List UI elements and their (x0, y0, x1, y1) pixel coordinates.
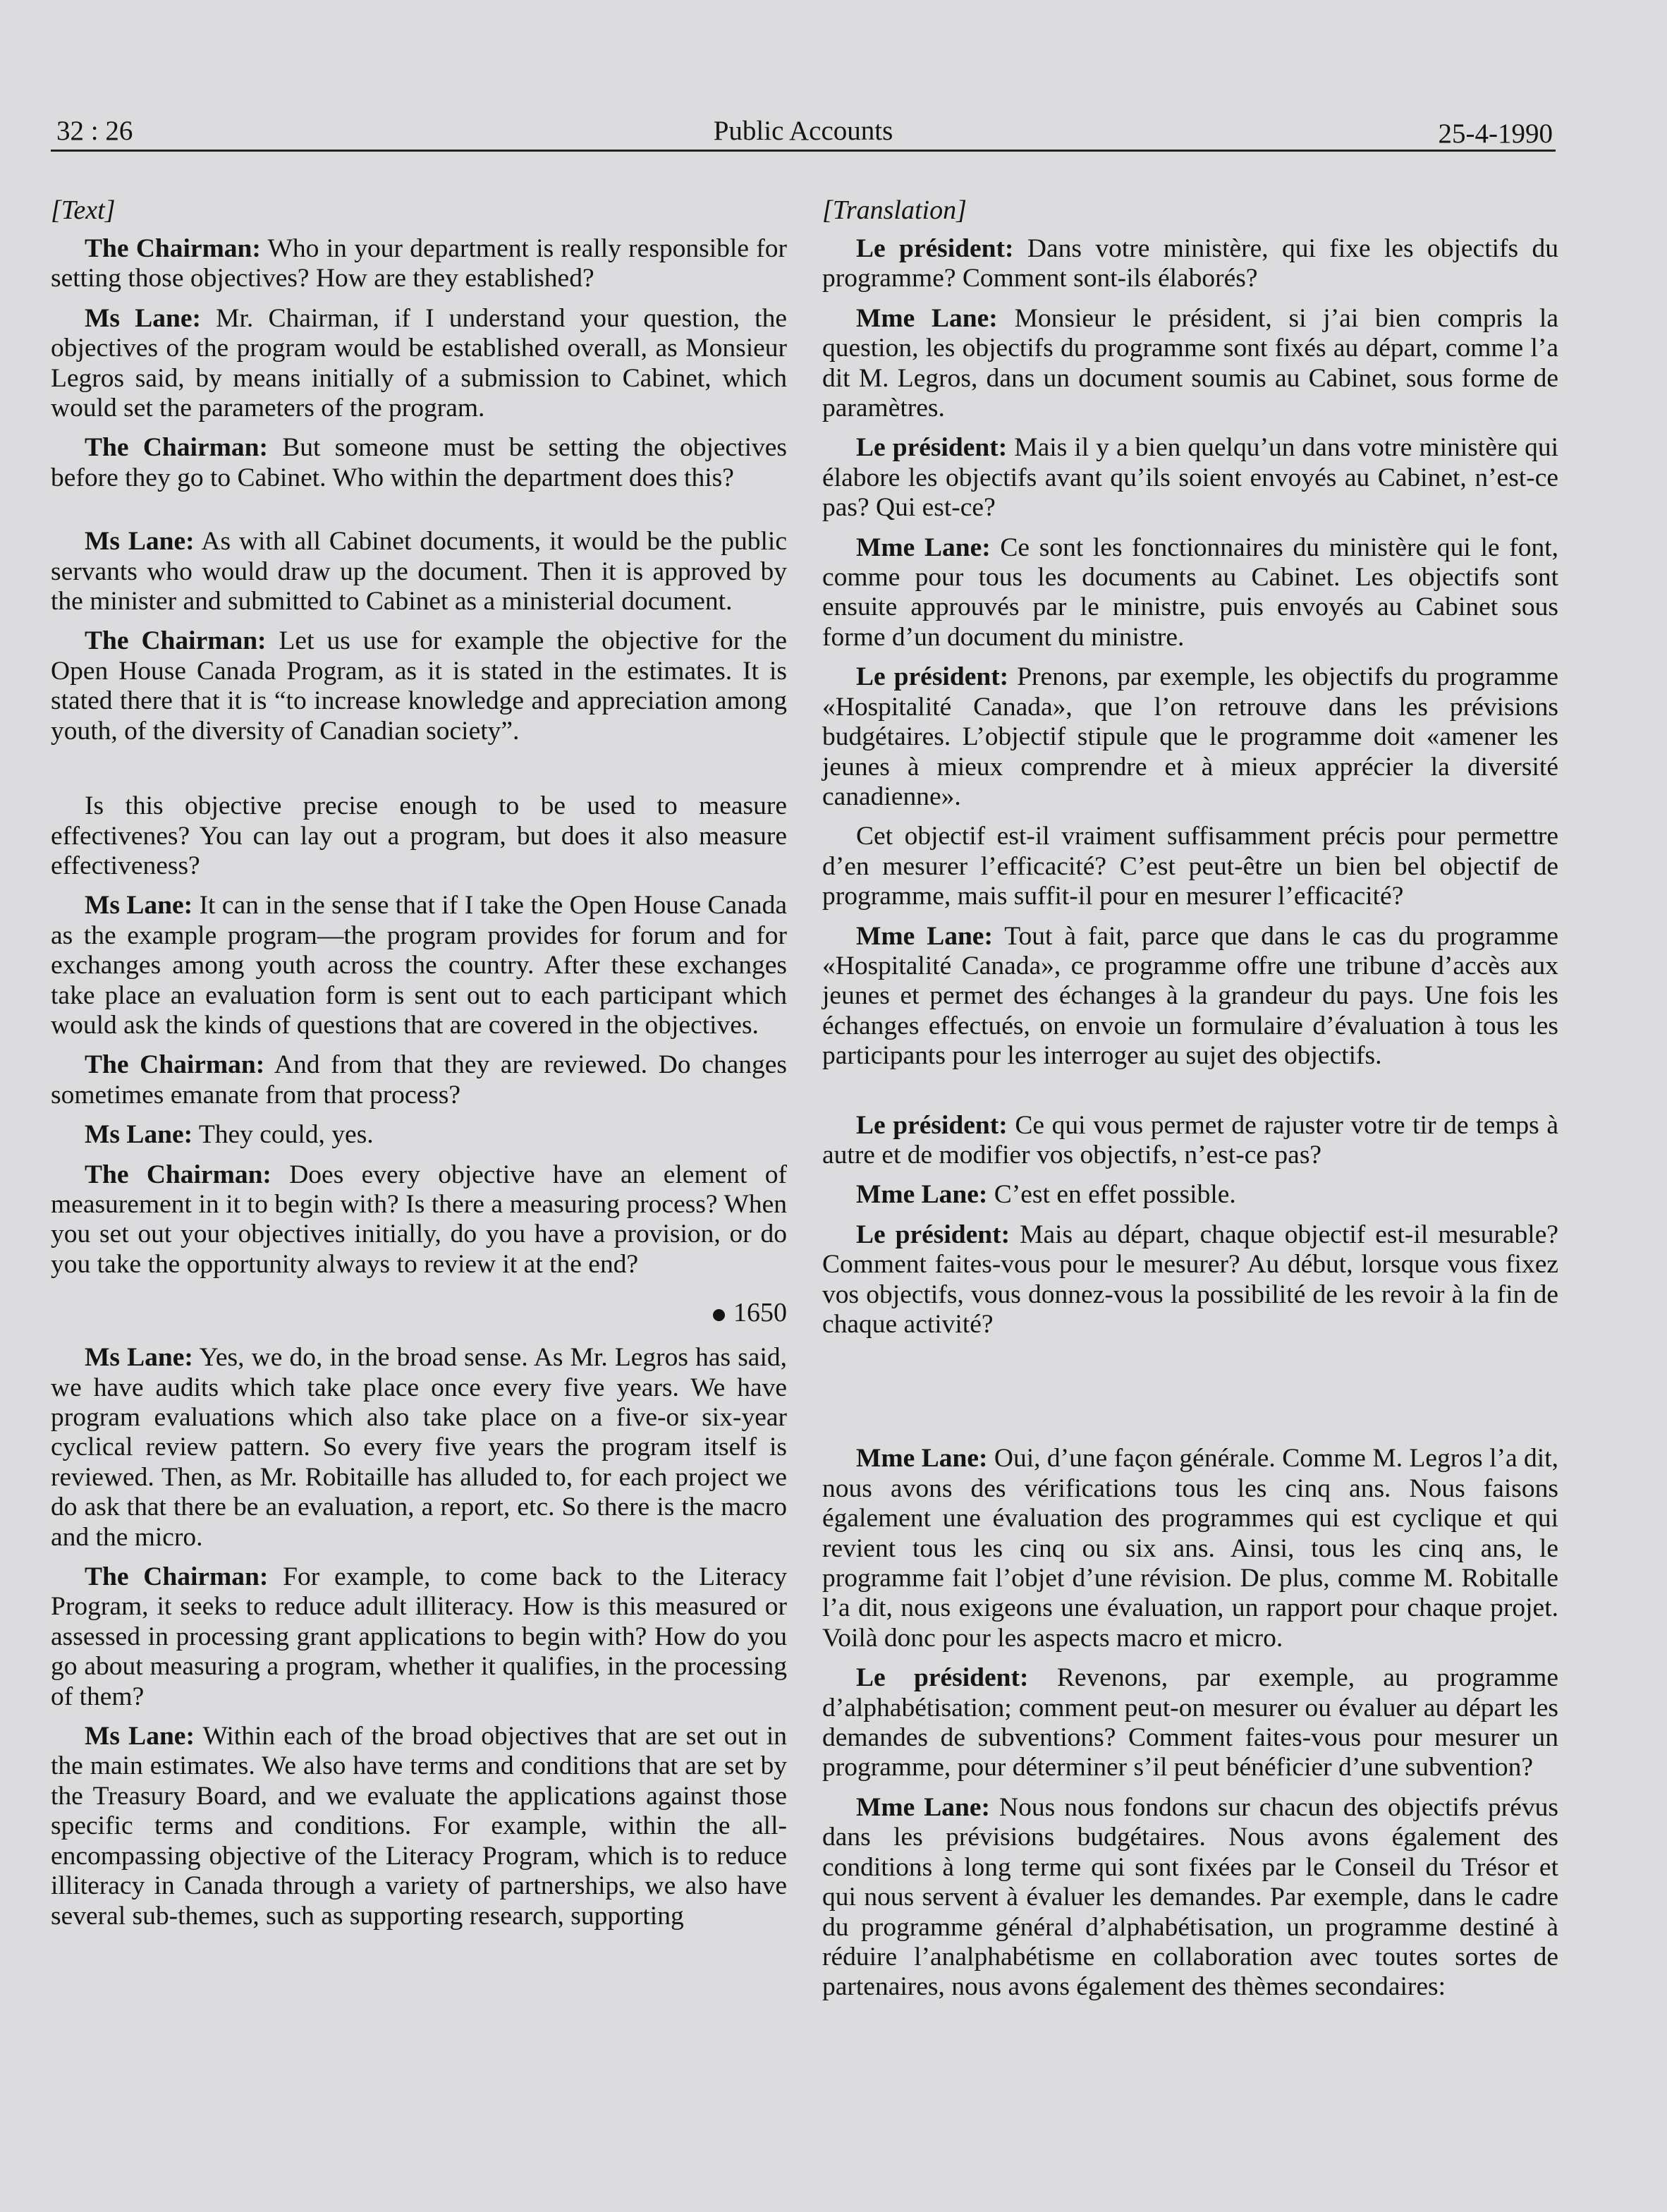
french-column (822, 195, 1558, 2003)
speaker-name: Le président: (856, 1220, 1010, 1249)
speech-text: Mais au départ, chaque objectif est-il mesurable? Comment faites-vous pour le mesurer? Au début, lorsque vous fixez vos objectifs, vous donnez-vous la possibilité de les revoir à la fin de chaque activité? (822, 1220, 1558, 1339)
paragraph (822, 433, 1558, 523)
speaker-name: Ms Lane: (85, 303, 201, 333)
speech-text: It can in the sense that if I take the Open House Canada as the example program—the program provides for forum and for exchanges among youth across the country. After these exchanges take place an evaluation form is sent out to each participant which would ask the kinds of questions that are covered in the objectives. (51, 891, 787, 1040)
paragraph (822, 1444, 1558, 1653)
speech-text: Prenons, par exemple, les objectifs du programme «Hospitalité Canada», que l’on retrouve dans les prévisions budgétaires. L’objectif stipule que le programme doit «amener les jeunes à mieux comprendre et à mieux apprécier la diversité canadienne». (822, 662, 1558, 811)
speech-text: Let us use for example the objective for the Open House Canada Program, as it is stated in the estimates. It is stated there that it is “to increase knowledge and appreciation among youth, of the diversity of Canadian society”. (51, 626, 788, 746)
speech-text: Does every objective have an element of measurement in it to begin with? Is there a measuring process? When you set out your objectives initially, do you have a provision, or do you take the opportunity always to review it at the end? (51, 1160, 787, 1279)
speaker-name: Mme Lane: (856, 921, 993, 951)
paragraph (51, 304, 787, 424)
speaker-name: The Chairman: (85, 433, 268, 463)
speech-text: And from that they are reviewed. Do changes sometimes emanate from that process? (51, 1050, 787, 1110)
speech-text: But someone must be setting the objectives before they go to Cabinet. Who within the department does this? (51, 433, 787, 492)
speaker-name: Mme Lane: (856, 1444, 988, 1473)
bullet-dot-icon (713, 1309, 725, 1321)
speaker-name: Ms Lane: (85, 891, 193, 920)
speech-text: Yes, we do, in the broad sense. As Mr. Legros has said, we have audits which take place once every five years. We have program evaluations which also take place on a five-or six-year cyclical review pattern. So every five years the program itself is reviewed. Then, as Mr. Robitaille has alluded to, for each project we do ask that there be an evaluation, a report, etc. So there is the macro and the micro. (51, 1343, 787, 1552)
speech-text: Cet objectif est-il vraiment suffisamment précis pour permettre d’en mesurer l’efficacité? C’est peut-être un bien bel objectif de programme, mais suffit-il pour en mesurer l’efficacité? (822, 822, 1558, 911)
paragraph (822, 1793, 1558, 2003)
speech-text: Oui, d’une façon générale. Comme M. Legros l’a dit, nous avons des vérifications tous les cinq ans. Nous faisons également une évaluation des programmes qui est cyclique et qui revient tous les cinq ou six ans. Ainsi, tous les cinq ans, le programme fait l’objet d’une révision. De plus, comme M. Robitalle l’a dit, nous exigeons une évaluation, un rapport pour chaque projet. Voilà donc pour les aspects macro et micro. (822, 1444, 1558, 1653)
speaker-name: Ms Lane: (85, 1343, 193, 1373)
speech-text: Revenons, par exemple, au programme d’alphabétisation; comment peut-on mesurer ou évaluer au départ les demandes de subventions? Comment faites-vous pour mesurer un programme, pour déterminer s’il peut bénéficier d’une subvention? (822, 1663, 1558, 1782)
speaker-name: The Chairman: (85, 1160, 271, 1189)
column-heading-translation: [Translation] (822, 195, 967, 225)
paragraph (51, 433, 787, 493)
speech-text: C’est en effet possible. (987, 1180, 1236, 1210)
speaker-name: Mme Lane: (856, 1180, 988, 1210)
time-marker-text: 1650 (733, 1298, 787, 1328)
speech-text: Mr. Chairman, if I understand your question, the objectives of the program would be established overall, as Monsieur Legros said, by means initially of a submission to Cabinet, which would set the parameters of the program. (51, 303, 787, 423)
column-heading-text: [Text] (51, 195, 116, 225)
speaker-name: The Chairman: (85, 1562, 269, 1592)
speech-text: Ce qui vous permet de rajuster votre tir de temps à autre et de modifier vos objectifs, n’est-ce pas? (822, 1110, 1558, 1169)
speaker-name: Le président: (856, 662, 1009, 692)
speaker-name: Ms Lane: (85, 1120, 193, 1150)
speaker-name: Le président: (856, 433, 1008, 463)
speaker-name: Ms Lane: (85, 1722, 195, 1751)
paragraph (51, 626, 787, 746)
page-header (51, 110, 1556, 152)
speaker-name: Le président: (856, 234, 1014, 263)
paragraph (822, 1663, 1558, 1783)
paragraph (51, 791, 787, 881)
paragraph (822, 1111, 1558, 1171)
paragraph (822, 922, 1558, 1071)
speaker-name: Ms Lane: (85, 527, 195, 557)
speech-text: As with all Cabinet documents, it would be the public servants who would draw up the document. Then it is approved by the minister and submitted to Cabinet as a ministerial document. (51, 527, 787, 616)
speech-text: Who in your department is really responsible for setting those objectives? How are they established? (51, 234, 788, 293)
paragraph (51, 1050, 787, 1110)
paragraph (51, 1120, 787, 1150)
time-marker (51, 1296, 787, 1329)
paragraph (822, 304, 1558, 424)
running-title: Public Accounts (713, 116, 893, 146)
speaker-name: Mme Lane: (856, 1792, 991, 1822)
speech-text: Within each of the broad objectives that are set out in the main estimates. We also have terms and conditions that are set by the Treasury Board, and we evaluate the applications against those specific terms and conditions. For example, within the all-encompassing objective of the Literacy Program, which is to reduce illiteracy in Canada through a variety of partnerships, we also have several sub-themes, such as supporting research, supporting (51, 1722, 787, 1931)
paragraph (51, 527, 787, 616)
speech-text: For example, to come back to the Literacy Program, it seeks to reduce adult illiteracy. How is this measured or assessed in processing grant applications to begin with? How do you go about measuring a program, whether it qualifies, in the processing of them? (51, 1562, 787, 1711)
paragraph (51, 234, 787, 294)
speech-text: Is this objective precise enough to be used to measure effectivenes? You can lay out a program, but does it also measure effectiveness? (51, 791, 787, 880)
paragraph (822, 1220, 1558, 1340)
speech-text: Nous nous fondons sur chacun des objectifs prévus dans les prévisions budgétaires. Nous avons également des conditions à long terme qui sont fixées par le Conseil du Trésor et qui nous servent à évaluer les demandes. Par exemple, dans le cadre du programme général d’alphabétisation, un programme destiné à réduire l’analphabétisme en collaboration avec toutes sortes de partenaires, nous avons également des thèmes secondaires: (822, 1792, 1558, 2002)
speaker-name: Mme Lane: (856, 533, 991, 562)
paragraph (51, 1160, 787, 1280)
paragraph (51, 1343, 787, 1552)
speech-text: Monsieur le président, si j’ai bien compris la question, les objectifs du programme sont fixés au départ, comme l’a dit M. Legros, dans un document soumis au Cabinet, sous forme de paramètres. (822, 303, 1558, 423)
page-number: 32 : 26 (56, 116, 133, 146)
english-column (51, 195, 787, 1931)
paragraph (822, 822, 1558, 911)
speaker-name: The Chairman: (85, 234, 261, 263)
speaker-name: The Chairman: (85, 626, 267, 656)
speaker-name: Le président: (856, 1663, 1029, 1693)
speaker-name: The Chairman: (85, 1050, 265, 1080)
paragraph (822, 662, 1558, 812)
paragraph (51, 1562, 787, 1712)
paragraph (822, 533, 1558, 653)
page-date: 25-4-1990 (1438, 119, 1553, 149)
speech-text: Mais il y a bien quelqu’un dans votre ministère qui élabore les objectifs avant qu’ils soient envoyés au Cabinet, n’est-ce pas? Qui est-ce? (822, 433, 1558, 523)
paragraph (51, 1722, 787, 1931)
paragraph (822, 234, 1558, 294)
speech-text: Ce sont les fonctionnaires du ministère qui le font, comme pour tous les documents au Cabinet. Les objectifs sont ensuite approuvés par le ministre, puis envoyés au Cabinet sous forme d’un document du ministre. (822, 533, 1558, 652)
speaker-name: Le président: (856, 1110, 1008, 1140)
paragraph (822, 1180, 1558, 1210)
speech-text: They could, yes. (193, 1120, 374, 1150)
speech-text: Tout à fait, parce que dans le cas du programme «Hospitalité Canada», ce programme offre une tribune d’accès aux jeunes et permet des échanges à la grandeur du pays. Une fois les échanges effectués, on envoie un formulaire d’évaluation à tous les participants pour les interroger au sujet des objectifs. (822, 921, 1558, 1071)
speech-text: Dans votre ministère, qui fixe les objectifs du programme? Comment sont-ils élaborés? (822, 234, 1558, 293)
paragraph (51, 891, 787, 1040)
speaker-name: Mme Lane: (856, 303, 998, 333)
